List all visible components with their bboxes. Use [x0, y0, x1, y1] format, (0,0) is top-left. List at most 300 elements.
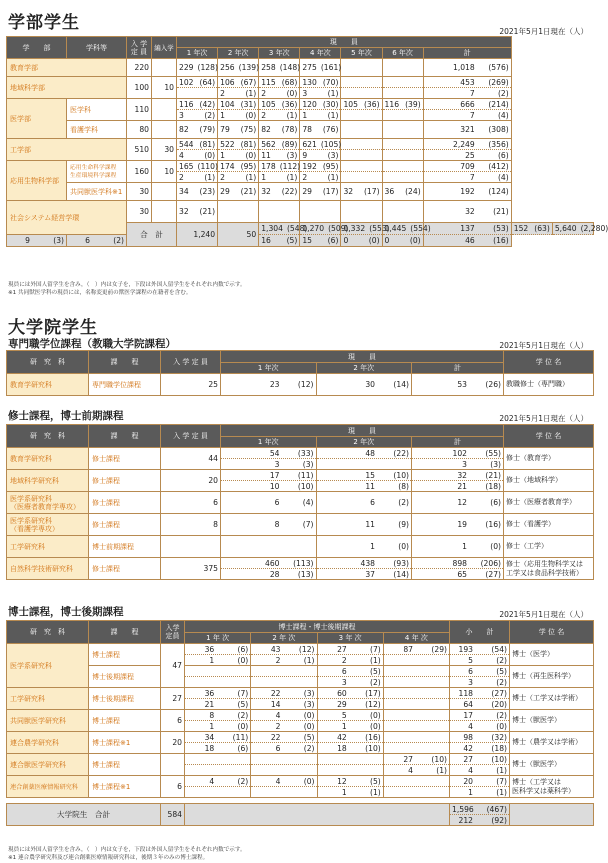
female-count: (36) — [363, 99, 380, 109]
capacity-cell — [161, 754, 185, 776]
count: 258 — [261, 63, 276, 72]
female-count: (21) — [493, 207, 509, 216]
value-cell — [221, 448, 317, 459]
count: 4 — [468, 765, 473, 775]
female-count: (2) — [303, 743, 315, 753]
female-count: (0) — [368, 236, 380, 245]
blank-cell — [510, 804, 594, 826]
female-count: (0) — [303, 776, 315, 786]
course-label: 博士課程 — [89, 754, 161, 776]
value-cell — [423, 183, 511, 201]
count: 6 — [468, 666, 473, 676]
capacity-cell: 25 — [161, 374, 221, 396]
course-label: 博士後期課程 — [89, 666, 161, 688]
value-cell — [316, 448, 412, 459]
value-cell — [450, 754, 510, 765]
female-count: (0) — [303, 721, 315, 731]
transfer-cell — [152, 59, 177, 77]
female-count: (29) — [431, 644, 447, 654]
p-h-total: 計 — [412, 363, 504, 374]
count: 11 — [261, 150, 271, 160]
value-cell — [185, 732, 251, 743]
course-label: 修士課程 — [89, 558, 161, 580]
value-cell — [423, 59, 511, 77]
count: 10 — [269, 481, 280, 491]
h-y5: 5 年次 — [341, 48, 382, 59]
grad-school-label: 工学研究科 — [7, 688, 89, 710]
female-count: (553) — [369, 224, 390, 233]
female-count: (32) — [491, 732, 507, 742]
value-cell — [259, 77, 300, 88]
value-cell — [251, 721, 317, 732]
female-count: (1) — [245, 172, 257, 182]
master-title: 修士課程，博士前期課程 — [8, 410, 124, 422]
value-cell — [341, 201, 382, 223]
value-cell — [450, 732, 510, 743]
value-cell — [341, 235, 382, 247]
value-cell — [423, 201, 511, 223]
value-cell — [300, 161, 341, 172]
table-row — [7, 235, 594, 247]
value-cell — [185, 710, 251, 721]
value-cell — [450, 677, 510, 688]
count: 666 — [460, 99, 475, 109]
value-cell — [251, 666, 317, 677]
female-count: (21) — [485, 470, 501, 480]
count: 1,270 — [302, 224, 325, 233]
female-count: (7) — [237, 688, 249, 698]
count: 42 — [337, 732, 347, 742]
female-count: (6) — [490, 498, 501, 507]
d-h-sub: 小 計 — [450, 621, 510, 644]
value-cell — [317, 721, 383, 732]
count: 36 — [384, 187, 395, 196]
female-count: (0) — [369, 721, 381, 731]
transfer-cell — [152, 183, 177, 201]
female-count: (0) — [303, 710, 315, 720]
course-label: 修士課程 — [89, 448, 161, 470]
degree-label: 博士（農学又は学術） — [510, 732, 594, 754]
count: 1 — [468, 787, 473, 797]
female-count: (18) — [491, 743, 507, 753]
count: 32 — [261, 187, 271, 196]
master-asof: 2021年5月1日現在（人） — [499, 414, 588, 423]
value-cell — [450, 666, 510, 677]
grad-school-label: 地域科学研究科 — [7, 470, 89, 492]
p-h-y2: 2 年次 — [316, 363, 412, 374]
value-cell — [450, 688, 510, 699]
count: 6 — [275, 743, 281, 753]
course-label: 博士課程 — [89, 644, 161, 666]
value-cell — [300, 150, 341, 161]
capacity-cell: 510 — [127, 139, 152, 161]
value-cell — [221, 459, 317, 470]
value-cell — [218, 59, 259, 77]
count: 321 — [460, 125, 475, 134]
value-cell — [412, 514, 504, 536]
value-cell — [317, 699, 383, 710]
value-cell — [251, 688, 317, 699]
count: 544 — [179, 139, 194, 149]
female-count: (64) — [199, 77, 216, 87]
value-cell — [383, 765, 449, 776]
degree-label: 修士（医療者教育学） — [504, 492, 594, 514]
value-cell — [317, 644, 383, 655]
female-count: (0) — [204, 150, 216, 160]
value-cell — [382, 88, 423, 99]
grad-school-label: 医学系研究科 — [7, 644, 89, 688]
value-cell — [382, 121, 423, 139]
value-cell — [412, 448, 504, 459]
female-count: (0) — [237, 721, 249, 731]
faculty-label: 社会システム経営学環 — [7, 201, 127, 235]
female-count: (4) — [497, 172, 509, 182]
table-row — [7, 59, 594, 77]
value-cell — [221, 536, 317, 558]
value-cell — [300, 235, 341, 247]
undergrad-title: 学部学生 — [8, 13, 80, 33]
count: 165 — [179, 161, 194, 171]
female-count: (412) — [488, 161, 509, 171]
value-cell — [341, 121, 382, 139]
value-cell — [341, 223, 390, 235]
value-cell — [412, 470, 504, 481]
count: 118 — [458, 688, 473, 698]
value-cell — [218, 172, 259, 183]
count: 1 — [220, 110, 225, 120]
value-cell — [259, 223, 308, 235]
h-faculty: 学 部 — [7, 37, 67, 59]
female-count: (308) — [488, 125, 509, 134]
value-cell — [317, 655, 383, 666]
value-cell — [259, 59, 300, 77]
doctor-title: 博士課程，博士後期課程 — [8, 606, 124, 618]
capacity-cell: 110 — [127, 99, 152, 121]
value-cell — [221, 470, 317, 481]
count: 212 — [458, 815, 473, 825]
value-cell — [412, 374, 504, 396]
value-cell — [251, 743, 317, 754]
value-cell — [317, 688, 383, 699]
course-label: 修士課程 — [89, 492, 161, 514]
value-cell — [341, 77, 382, 88]
table-row — [7, 776, 594, 787]
value-cell — [423, 172, 511, 183]
value-cell — [221, 492, 317, 514]
value-cell — [251, 732, 317, 743]
female-count: (2) — [237, 776, 249, 786]
capacity-cell: 80 — [127, 121, 152, 139]
female-count: (124) — [488, 187, 509, 196]
female-count: (0) — [490, 542, 501, 551]
female-count: (12) — [298, 644, 315, 654]
value-cell — [185, 699, 251, 710]
value-cell — [341, 183, 382, 201]
female-count: (95) — [322, 161, 339, 171]
count: 7 — [469, 110, 475, 120]
value-cell — [317, 743, 383, 754]
female-count: (5) — [369, 666, 381, 676]
count: 20 — [463, 776, 473, 786]
value-cell — [300, 110, 341, 121]
transfer-cell: 50 — [218, 223, 259, 247]
female-count: (30) — [322, 99, 339, 109]
table-row — [7, 99, 594, 110]
female-count: (1) — [286, 110, 298, 120]
value-cell — [341, 172, 382, 183]
count: 1 — [302, 110, 308, 120]
value-cell — [177, 150, 218, 161]
value-cell — [317, 787, 383, 798]
grad-school-label: 共同獣医学研究科 — [7, 710, 89, 732]
p-h-course: 課 程 — [89, 351, 161, 374]
course-label: 専門職学位課程 — [89, 374, 161, 396]
count: 2 — [261, 88, 267, 98]
transfer-cell: 30 — [152, 139, 177, 161]
value-cell — [383, 732, 449, 743]
female-count: (554) — [410, 224, 431, 233]
degree-label: 博士（再生医科学） — [510, 666, 594, 688]
transfer-cell: 10 — [152, 161, 177, 183]
female-count: (0) — [398, 542, 409, 551]
count: 229 — [179, 63, 194, 72]
value-cell — [450, 765, 510, 776]
faculty-label: 応用生物科学部 — [7, 161, 67, 201]
count: 178 — [261, 161, 276, 171]
female-count: (0) — [409, 236, 421, 245]
count: 6 — [274, 498, 280, 507]
count: 22 — [270, 688, 281, 698]
total-label: 大学院生 合計 — [7, 804, 161, 826]
value-cell — [177, 110, 218, 121]
p-h-y1: 1 年次 — [221, 363, 317, 374]
grad-school-label: 連合農学研究科 — [7, 732, 89, 754]
count: 2 — [275, 721, 281, 731]
value-cell — [450, 743, 510, 754]
dept-label: 応用生命科学課程 生産環境科学課程 — [67, 161, 127, 183]
transfer-cell — [152, 99, 177, 121]
count: 3 — [341, 677, 347, 687]
female-count: (5) — [369, 776, 381, 786]
count: 193 — [458, 644, 473, 654]
count: 28 — [269, 569, 280, 579]
grad-title: 大学院学生 — [8, 318, 98, 338]
degree-label: 博士（医学） — [510, 644, 594, 666]
h-cap: 入 学 定 員 — [127, 37, 152, 59]
value-cell — [341, 139, 382, 150]
value-cell — [552, 223, 608, 235]
female-count: (0) — [245, 110, 257, 120]
female-count: (6) — [497, 150, 509, 160]
value-cell — [423, 150, 511, 161]
count: 1 — [341, 787, 347, 797]
count: 5,640 — [554, 224, 577, 233]
count: 0 — [343, 236, 349, 245]
count: 1,018 — [452, 63, 475, 72]
value-cell — [259, 121, 300, 139]
course-label: 博士課程 — [89, 710, 161, 732]
count: 15 — [365, 470, 375, 480]
d-h-course: 課 程 — [89, 621, 161, 644]
value-cell — [218, 150, 259, 161]
m-h-y1: 1 年次 — [221, 437, 317, 448]
count: 438 — [360, 558, 375, 568]
total-capacity: 584 — [161, 804, 185, 826]
count: 4 — [275, 710, 281, 720]
d-h-cap: 入学 定員 — [161, 621, 185, 644]
count: 621 — [302, 139, 317, 149]
h-y2: 2 年次 — [218, 48, 259, 59]
count: 1,596 — [452, 804, 474, 814]
count: 7 — [469, 88, 475, 98]
faculty-label: 教育学部 — [7, 59, 127, 77]
count: 14 — [270, 699, 281, 709]
value-cell — [383, 655, 449, 666]
count: 29 — [337, 699, 347, 709]
value-cell — [300, 183, 341, 201]
prof-table — [6, 350, 594, 396]
female-count: (214) — [488, 99, 509, 109]
count: 65 — [457, 569, 467, 579]
m-h-total: 計 — [412, 437, 504, 448]
table-row — [7, 514, 594, 536]
value-cell — [450, 815, 510, 826]
master-table — [6, 424, 594, 580]
count: 6 — [370, 498, 375, 507]
female-count: (63) — [534, 224, 550, 233]
count: 152 — [513, 224, 529, 233]
female-count: (42) — [199, 99, 216, 109]
doctor-asof: 2021年5月1日現在（人） — [499, 610, 588, 619]
female-count: (128) — [197, 63, 218, 72]
female-count: (4) — [302, 498, 314, 507]
prof-asof: 2021年5月1日現在（人） — [499, 341, 588, 350]
value-cell — [423, 235, 511, 247]
female-count: (110) — [197, 161, 218, 171]
female-count: (23) — [199, 187, 216, 196]
value-cell — [317, 776, 383, 787]
count: 9 — [25, 236, 30, 245]
m-h-deg: 学 位 名 — [504, 425, 594, 448]
value-cell — [300, 139, 341, 150]
count: 105 — [343, 99, 358, 109]
female-count: (10) — [393, 470, 409, 480]
count: 22 — [270, 732, 281, 742]
female-count: (148) — [279, 63, 301, 72]
female-count: (10) — [365, 743, 381, 753]
female-count: (16) — [365, 732, 381, 742]
count: 192 — [460, 187, 475, 196]
female-count: (7) — [496, 776, 507, 786]
table-row — [7, 688, 594, 699]
value-cell — [382, 201, 423, 223]
female-count: (7) — [302, 520, 314, 529]
value-cell — [177, 139, 218, 150]
value-cell — [317, 666, 383, 677]
female-count: (548) — [286, 224, 308, 233]
transfer-cell — [152, 201, 177, 223]
value-cell — [316, 481, 412, 492]
count: 104 — [220, 99, 235, 109]
female-count: (17) — [365, 688, 381, 698]
count: 1 — [341, 721, 347, 731]
female-count: (12) — [365, 699, 381, 709]
table-row — [7, 139, 594, 150]
value-cell — [317, 754, 383, 765]
value-cell — [177, 88, 218, 99]
value-cell — [67, 235, 127, 247]
value-cell — [316, 459, 412, 470]
count: 562 — [261, 139, 276, 149]
table-row — [7, 710, 594, 721]
count: 6 — [341, 666, 347, 676]
female-count: (76) — [322, 125, 339, 134]
value-cell — [300, 59, 341, 77]
value-cell — [177, 121, 218, 139]
value-cell — [382, 150, 423, 161]
count: 46 — [465, 236, 475, 245]
count: 1 — [370, 542, 375, 551]
count: 453 — [460, 77, 475, 87]
count: 4 — [408, 765, 413, 775]
value-cell — [316, 514, 412, 536]
capacity-cell: 220 — [127, 59, 152, 77]
count: 130 — [302, 77, 317, 87]
count: 115 — [261, 77, 276, 87]
count: 709 — [460, 161, 475, 171]
female-count: (1) — [204, 172, 216, 182]
m-h-course: 課 程 — [89, 425, 161, 448]
female-count: (269) — [488, 77, 509, 87]
count: 36 — [204, 688, 215, 698]
d-h-y1: 1 年 次 — [185, 633, 251, 644]
count: 54 — [269, 448, 280, 458]
count: 4 — [468, 721, 473, 731]
count: 82 — [179, 125, 189, 134]
h-y6: 6 年次 — [382, 48, 423, 59]
count: 1 — [209, 655, 215, 665]
female-count: (6) — [237, 743, 249, 753]
value-cell — [251, 710, 317, 721]
table-row — [7, 121, 594, 139]
count: 9 — [302, 150, 308, 160]
blank-cell — [185, 804, 450, 826]
value-cell — [300, 223, 349, 235]
female-count: (17) — [363, 187, 380, 196]
count: 5 — [468, 655, 473, 665]
value-cell — [221, 481, 317, 492]
grad-school-label: 自然科学技術研究科 — [7, 558, 89, 580]
count: 2 — [261, 110, 267, 120]
count: 1,332 — [343, 224, 366, 233]
value-cell — [316, 470, 412, 481]
capacity-cell: 20 — [161, 470, 221, 492]
faculty-label: 工学部 — [7, 139, 127, 161]
value-cell — [218, 121, 259, 139]
d-h-deg: 学 位 名 — [510, 621, 594, 644]
grad-school-label: 工学研究科 — [7, 536, 89, 558]
count: 116 — [384, 99, 400, 109]
female-count: (26) — [485, 380, 501, 389]
count: 12 — [457, 498, 467, 507]
capacity-cell: 6 — [161, 492, 221, 514]
undergrad-asof: 2021年5月1日現在（人） — [499, 27, 588, 36]
table-row — [7, 183, 594, 201]
capacity-cell: 6 — [161, 776, 185, 798]
female-count: (16) — [493, 236, 509, 245]
female-count: (79) — [199, 125, 216, 134]
value-cell — [185, 743, 251, 754]
